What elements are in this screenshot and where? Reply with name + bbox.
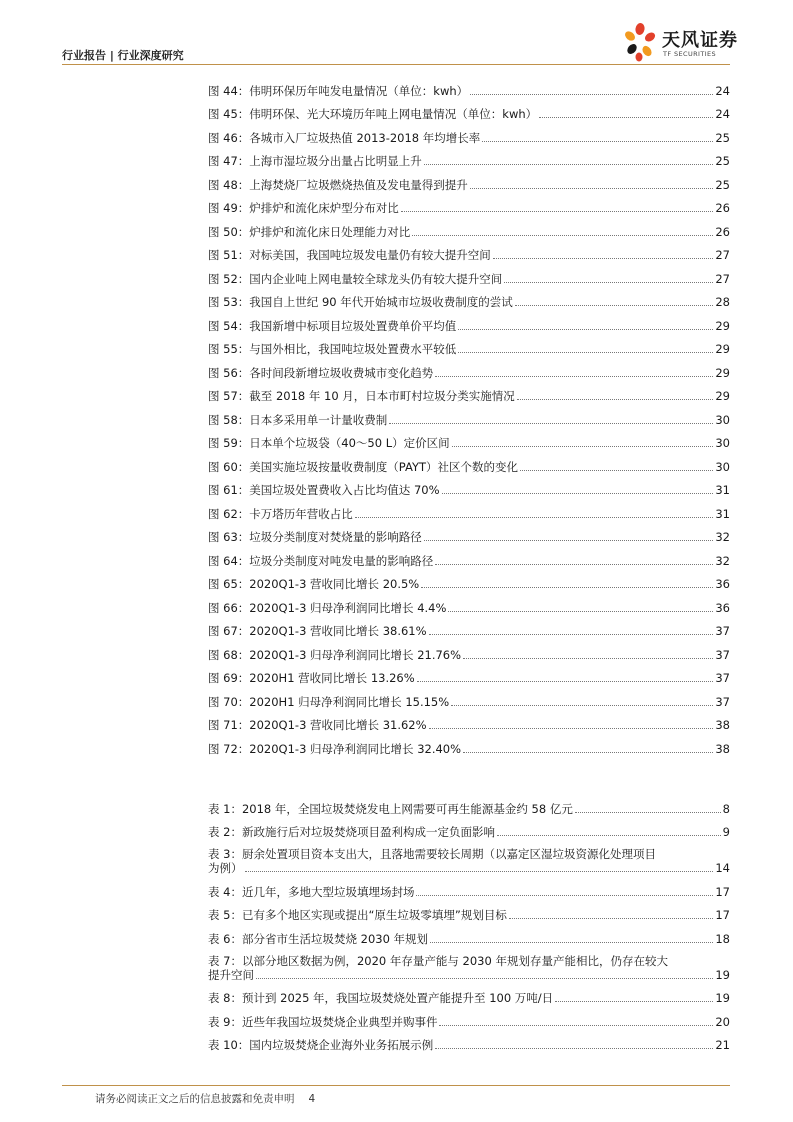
figure-entry-page: 36	[715, 577, 730, 591]
figure-entry-page: 32	[715, 553, 730, 568]
figure-entry[interactable]	[208, 239, 730, 263]
dot-leader	[435, 564, 713, 565]
table-entry[interactable]	[208, 946, 730, 982]
table-entry-title: 表 2：新政施行后对垃圾焚烧项目盈利构成一定负面影响	[208, 825, 495, 839]
dot-leader	[448, 611, 713, 612]
figure-entry[interactable]	[208, 356, 730, 380]
dot-leader	[458, 352, 713, 353]
table-entry[interactable]	[208, 899, 730, 923]
figure-entry-title: 图 52：国内企业吨上网电量较全球龙头仍有较大提升空间	[208, 271, 503, 286]
figure-entry-title: 图 68：2020Q1-3 归母净利润同比增长 21.76%	[208, 647, 462, 662]
table-entry-title: 表 5：已有多个地区实现或提出“原生垃圾零填埋”规划目标	[208, 908, 507, 922]
dot-leader	[451, 705, 713, 706]
figure-entry[interactable]	[208, 662, 730, 686]
table-entry-title: 表 4：近几年，多地大型垃圾填埋场封场	[208, 884, 415, 899]
figure-entry[interactable]	[208, 732, 730, 756]
table-entry-page: 20	[715, 1014, 730, 1029]
figure-entry[interactable]	[208, 403, 730, 427]
figure-entry[interactable]	[208, 427, 730, 451]
dot-leader	[429, 728, 714, 729]
figure-entry-title: 图 55：与国外相比，我国吨垃圾处置费水平较低	[208, 342, 457, 356]
dot-leader	[421, 587, 713, 588]
figure-entry-page: 26	[715, 201, 730, 215]
figure-entry-page: 32	[715, 530, 730, 544]
dot-leader	[429, 634, 714, 635]
figure-entry-page: 24	[715, 83, 730, 98]
dot-leader	[493, 258, 714, 259]
dot-leader	[517, 399, 714, 400]
table-entry-title: 表 8：预计到 2025 年，我国垃圾焚烧处置产能提升至 100 万吨/日	[208, 991, 554, 1005]
company-logo	[622, 22, 738, 64]
figure-entry[interactable]	[208, 262, 730, 286]
figure-entry-title: 图 56：各时间段新增垃圾收费城市变化趋势	[208, 365, 434, 380]
figure-entry[interactable]	[208, 615, 730, 639]
header-divider	[62, 64, 730, 65]
dot-leader	[435, 1048, 713, 1049]
figure-entry-title: 图 45：伟明环保、光大环境历年吨上网电量情况（单位：kwh）	[208, 107, 538, 121]
dot-leader	[401, 211, 714, 212]
dot-leader	[412, 235, 713, 236]
figure-entry[interactable]	[208, 709, 730, 733]
dot-leader	[463, 658, 713, 659]
dot-leader	[424, 164, 714, 165]
figure-entry-page: 25	[715, 177, 730, 192]
figure-entry-page: 27	[715, 248, 730, 262]
figure-entry-page: 37	[715, 647, 730, 662]
figure-entry[interactable]	[208, 309, 730, 333]
figure-entry-page: 27	[715, 271, 730, 286]
table-entry[interactable]	[208, 839, 730, 875]
dot-leader	[504, 282, 713, 283]
figure-entry[interactable]	[208, 521, 730, 545]
figure-entry[interactable]	[208, 591, 730, 615]
dot-leader	[515, 305, 714, 306]
table-entry-page: 9	[722, 825, 730, 839]
figure-entry-title: 图 48：上海焚烧厂垃圾燃烧热值及发电量得到提升	[208, 177, 468, 192]
figure-entry[interactable]	[208, 333, 730, 357]
dot-leader	[555, 1001, 713, 1002]
table-entry-title-line2: 提升空间	[208, 967, 254, 982]
figure-entry-title: 图 54：我国新增中标项目垃圾处置费单价平均值	[208, 318, 457, 333]
figure-entry-title: 图 58：日本多采用单一计量收费制	[208, 412, 388, 427]
figure-entry-title: 图 63：垃圾分类制度对焚烧量的影响路径	[208, 530, 422, 544]
dot-leader	[575, 812, 721, 813]
table-entry-title-line1: 表 7：以部分地区数据为例，2020 年存量产能与 2030 年规划存量产能相比，仍存在较大	[208, 953, 668, 968]
figure-entry[interactable]	[208, 286, 730, 310]
table-entry-title: 表 10：国内垃圾焚烧企业海外业务拓展示例	[208, 1038, 434, 1052]
figure-entry-page: 31	[715, 506, 730, 521]
figure-entry-title: 图 62：卡万塔历年营收占比	[208, 506, 353, 521]
figure-entry-page: 29	[715, 365, 730, 380]
figure-entry-page: 38	[715, 718, 730, 732]
dot-leader	[245, 871, 714, 872]
dot-leader	[520, 470, 713, 471]
figure-entry-page: 29	[715, 389, 730, 403]
dot-leader	[452, 446, 714, 447]
figure-entry-page: 30	[715, 459, 730, 474]
dot-leader	[509, 918, 713, 919]
logo-english-name: TF SECURITIES	[663, 50, 717, 58]
report-category: 行业报告 | 行业深度研究	[62, 49, 184, 62]
figure-entry[interactable]	[208, 568, 730, 592]
figure-entry-title: 图 72：2020Q1-3 归母净利润同比增长 32.40%	[208, 741, 462, 756]
dot-leader	[458, 329, 713, 330]
dot-leader	[430, 942, 713, 943]
figure-entry-page: 25	[715, 130, 730, 145]
figure-entry-page: 30	[715, 436, 730, 450]
figure-entry-title: 图 70：2020H1 归母净利润同比增长 15.15%	[208, 694, 450, 709]
figure-entry[interactable]	[208, 544, 730, 568]
table-entry-page: 14	[715, 861, 730, 875]
figure-entry-title: 图 65：2020Q1-3 营收同比增长 20.5%	[208, 577, 420, 591]
table-entry-title: 表 1：2018 年，全国垃圾焚烧发电上网需要可再生能源基金约 58 亿元	[208, 801, 573, 816]
table-entry[interactable]	[208, 1029, 730, 1053]
figure-entry-page: 24	[715, 107, 730, 121]
dot-leader	[416, 895, 713, 896]
table-entry-page: 17	[715, 908, 730, 922]
logo-chinese-name: 天风证券	[662, 30, 738, 51]
figure-entry-page: 31	[715, 483, 730, 497]
table-entry-title-line1: 表 3：厨余处置项目资本支出大，且落地需要较长周期（以嘉定区湿垃圾资源化处理项目	[208, 847, 656, 861]
figure-entry-title: 图 51：对标美国，我国吨垃圾发电量仍有较大提升空间	[208, 248, 491, 262]
table-entry-page: 8	[722, 801, 730, 816]
figure-entry-title: 图 53：我国自上世纪 90 年代开始城市垃圾收费制度的尝试	[208, 295, 513, 309]
page-number: 4	[308, 1093, 316, 1105]
figure-entry[interactable]	[208, 474, 730, 498]
figure-entry-page: 29	[715, 318, 730, 333]
figure-entry-page: 28	[715, 295, 730, 309]
figure-entry-title: 图 44：伟明环保历年吨发电量情况（单位：kwh）	[208, 83, 469, 98]
table-entry-page: 17	[715, 884, 730, 899]
table-entry-title: 表 6：部分省市生活垃圾焚烧 2030 年规划	[208, 931, 429, 946]
figure-entry[interactable]	[208, 685, 730, 709]
figure-entry-title: 图 46：各城市入厂垃圾热值 2013-2018 年均增长率	[208, 130, 481, 145]
dot-leader	[539, 117, 713, 118]
table-entry[interactable]	[208, 792, 730, 816]
table-entry-page: 21	[715, 1038, 730, 1052]
figure-entry-page: 30	[715, 412, 730, 427]
figure-entry-title: 图 59：日本单个垃圾袋（40～50 L）定价区间	[208, 436, 450, 450]
dot-leader	[482, 141, 713, 142]
figure-entry[interactable]	[208, 450, 730, 474]
figure-entry-page: 25	[715, 154, 730, 168]
table-entry[interactable]	[208, 816, 730, 840]
table-entry-page: 19	[715, 967, 730, 982]
figure-entry-title: 图 69：2020H1 营收同比增长 13.26%	[208, 671, 415, 685]
figure-entry[interactable]	[208, 638, 730, 662]
figure-entry-page: 26	[715, 224, 730, 239]
dot-leader	[435, 376, 713, 377]
figure-entry-page: 29	[715, 342, 730, 356]
table-entry-title: 表 9：近些年我国垃圾焚烧企业典型并购事件	[208, 1014, 438, 1029]
dot-leader	[442, 493, 714, 494]
figure-entry-title: 图 49：炉排炉和流化床炉型分布对比	[208, 201, 399, 215]
table-entry-page: 18	[715, 931, 730, 946]
figure-entry-title: 图 61：美国垃圾处置费收入占比均值达 70%	[208, 483, 440, 497]
table-entry-page: 19	[715, 991, 730, 1005]
figure-entry[interactable]	[208, 74, 730, 98]
footer	[95, 1091, 315, 1106]
figure-entry-title: 图 67：2020Q1-3 营收同比增长 38.61%	[208, 624, 427, 638]
dot-leader	[256, 978, 713, 979]
figure-entry-page: 38	[715, 741, 730, 756]
table-entry[interactable]	[208, 982, 730, 1006]
figure-entry-title: 图 50：炉排炉和流化床日处理能力对比	[208, 224, 411, 239]
figure-entry[interactable]	[208, 121, 730, 145]
table-entry-title	[208, 954, 730, 982]
figure-entry-title: 图 47：上海市湿垃圾分出量占比明显上升	[208, 154, 422, 168]
table-entry[interactable]	[208, 875, 730, 899]
dot-leader	[424, 540, 714, 541]
dot-leader	[470, 188, 714, 189]
figure-entry[interactable]	[208, 145, 730, 169]
table-index-list	[208, 792, 730, 1052]
figure-entry-title: 图 60：美国实施垃圾按量收费制度（PAYT）社区个数的变化	[208, 459, 519, 474]
table-entry[interactable]	[208, 922, 730, 946]
footer-divider	[62, 1085, 730, 1086]
figure-entry-title: 图 64：垃圾分类制度对吨发电量的影响路径	[208, 553, 434, 568]
figure-entry-title: 图 66：2020Q1-3 归母净利润同比增长 4.4%	[208, 600, 447, 615]
figure-entry[interactable]	[208, 380, 730, 404]
table-entry[interactable]	[208, 1005, 730, 1029]
figure-entry[interactable]	[208, 497, 730, 521]
figure-entry-page: 37	[715, 671, 730, 685]
dot-leader	[470, 94, 713, 95]
figure-entry[interactable]	[208, 98, 730, 122]
dot-leader	[497, 835, 721, 836]
figure-entry-page: 36	[715, 600, 730, 615]
figure-entry[interactable]	[208, 192, 730, 216]
dot-leader	[417, 681, 714, 682]
table-entry-title	[208, 847, 730, 875]
figure-entry-title: 图 57：截至 2018 年 10 月，日本市町村垃圾分类实施情况	[208, 389, 515, 403]
figure-index-list	[208, 74, 730, 756]
table-entry-title-line2: 为例）	[208, 861, 243, 875]
footer-disclaimer: 请务必阅读正文之后的信息披露和免责申明	[95, 1093, 295, 1105]
dot-leader	[463, 752, 713, 753]
figure-entry-page: 37	[715, 624, 730, 638]
figure-entry-title: 图 71：2020Q1-3 营收同比增长 31.62%	[208, 718, 427, 732]
dot-leader	[439, 1025, 713, 1026]
figure-entry[interactable]	[208, 215, 730, 239]
dot-leader	[355, 517, 714, 518]
dot-leader	[389, 423, 713, 424]
logo-petal-icon	[622, 22, 658, 62]
figure-entry[interactable]	[208, 168, 730, 192]
figure-entry-page: 37	[715, 694, 730, 709]
